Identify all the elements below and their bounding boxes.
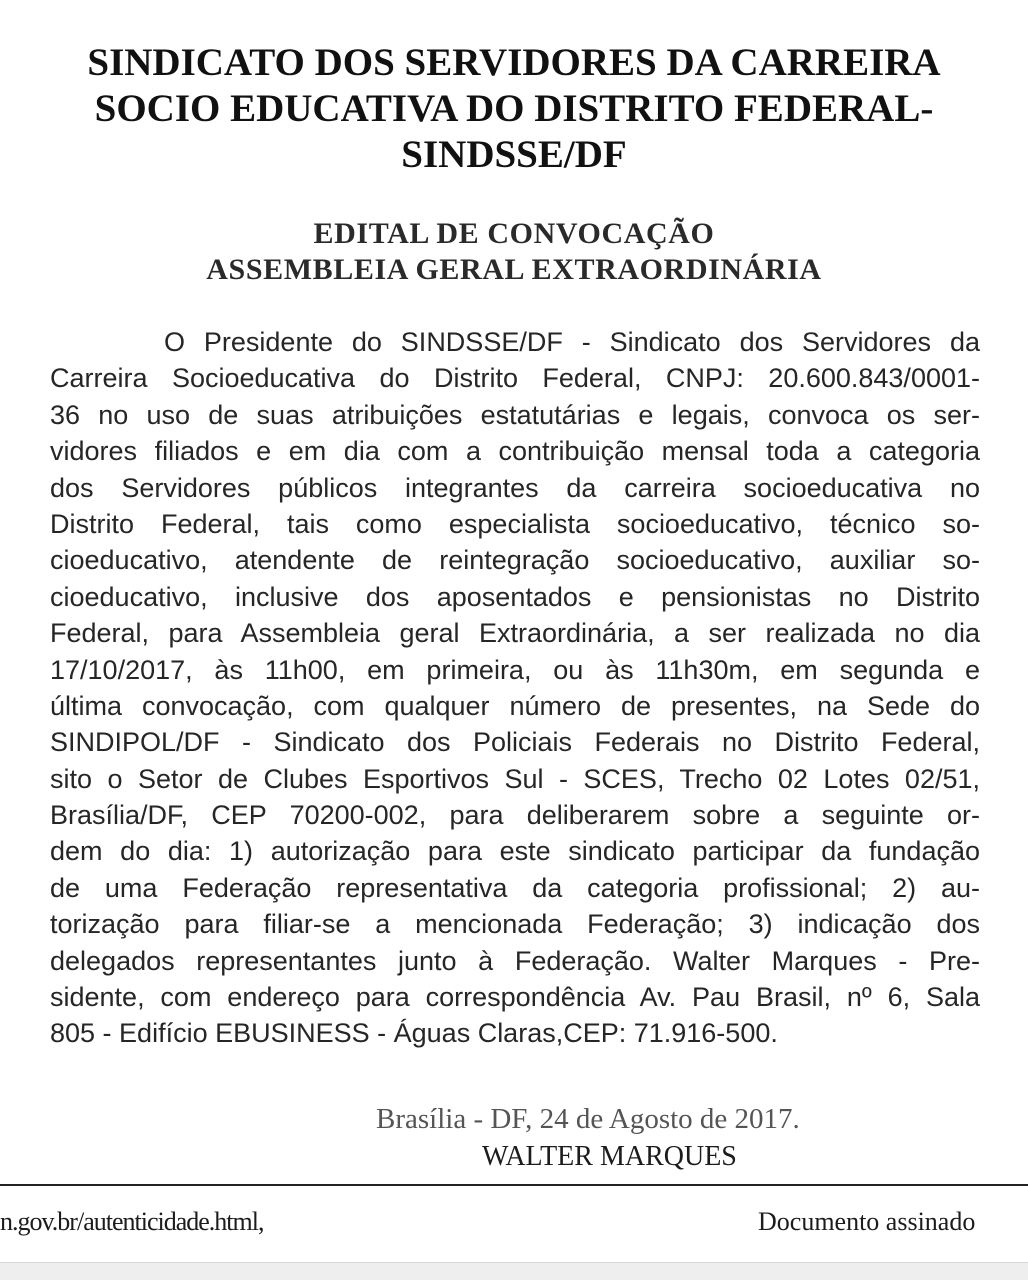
body-line: dos Servidores públicos integrantes da carreira socioeducativa no bbox=[50, 472, 980, 503]
body-line: Carreira Socioeducativa do Distrito Federal, CNPJ: 20.600.843/0001- bbox=[50, 363, 980, 394]
body-line: O Presidente do SINDSSE/DF - Sindicato dos Servidores da bbox=[164, 327, 980, 357]
body-line: Brasília/DF, CEP 70200-002, para deliberarem sobre a seguinte or- bbox=[50, 800, 980, 831]
body-line: cioeducativo, inclusive dos aposentados e pensionistas no Distrito bbox=[50, 581, 980, 612]
heading-line: SINDICATO DOS SERVIDORES DA CARREIRA bbox=[87, 41, 941, 84]
subtitle-line: EDITAL DE CONVOCAÇÃO bbox=[313, 217, 715, 250]
body-line: Federal, para Assembleia geral Extraordinária, a ser realizada no dia bbox=[50, 618, 980, 649]
body-line: delegados representantes junto à Federação. Walter Marques - Pre- bbox=[50, 945, 980, 976]
viewer-bottom-bar bbox=[0, 1262, 1028, 1280]
body-line: vidores filiados e em dia com a contribuição mensal toda a categoria bbox=[50, 436, 980, 467]
heading-line: SINDSSE/DF bbox=[401, 133, 627, 176]
body-line: Distrito Federal, tais como especialista socioeducativo, técnico so- bbox=[50, 508, 980, 539]
body-line: torização para filiar-se a mencionada Federação; 3) indicação dos bbox=[50, 909, 980, 940]
body-line: de uma Federação representativa da categoria profissional; 2) au- bbox=[50, 872, 980, 903]
union-name-heading bbox=[40, 40, 988, 178]
notice-subtitle bbox=[40, 216, 988, 288]
body-line: dem do dia: 1) autorização para este sindicato participar da fundação bbox=[50, 836, 980, 867]
body-line: 36 no uso de suas atribuições estatutárias e legais, convoca os ser- bbox=[50, 399, 980, 430]
subtitle-line: ASSEMBLEIA GERAL EXTRAORDINÁRIA bbox=[206, 253, 822, 286]
body-line: 805 - Edifício EBUSINESS - Águas Claras,CEP: 71.916-500. bbox=[50, 1018, 778, 1049]
place-and-date: Brasília - DF, 24 de Agosto de 2017. bbox=[376, 1103, 800, 1135]
footer-divider bbox=[0, 1184, 1028, 1186]
body-line: sito o Setor de Clubes Esportivos Sul - SCES, Trecho 02 Lotes 02/51, bbox=[50, 763, 980, 794]
body-line: SINDIPOL/DF - Sindicato dos Policiais Federais no Distrito Federal, bbox=[50, 727, 980, 758]
heading-line: SOCIO EDUCATIVA DO DISTRITO FEDERAL- bbox=[94, 87, 934, 130]
body-line: 17/10/2017, às 11h00, em primeira, ou às 11h30m, em segunda e bbox=[50, 654, 980, 685]
body-line: última convocação, com qualquer número de presentes, na Sede do bbox=[50, 690, 980, 721]
notice-body bbox=[50, 324, 980, 1052]
authenticity-url-text: n.gov.br/autenticidade.html, bbox=[0, 1207, 264, 1236]
signer-name: WALTER MARQUES bbox=[482, 1141, 737, 1172]
body-line: cioeducativo, atendente de reintegração socioeducativo, auxiliar so- bbox=[50, 545, 980, 576]
signed-document-text: Documento assinado bbox=[758, 1207, 976, 1236]
body-line: sidente, com endereço para correspondência Av. Pau Brasil, nº 6, Sala bbox=[50, 982, 980, 1013]
